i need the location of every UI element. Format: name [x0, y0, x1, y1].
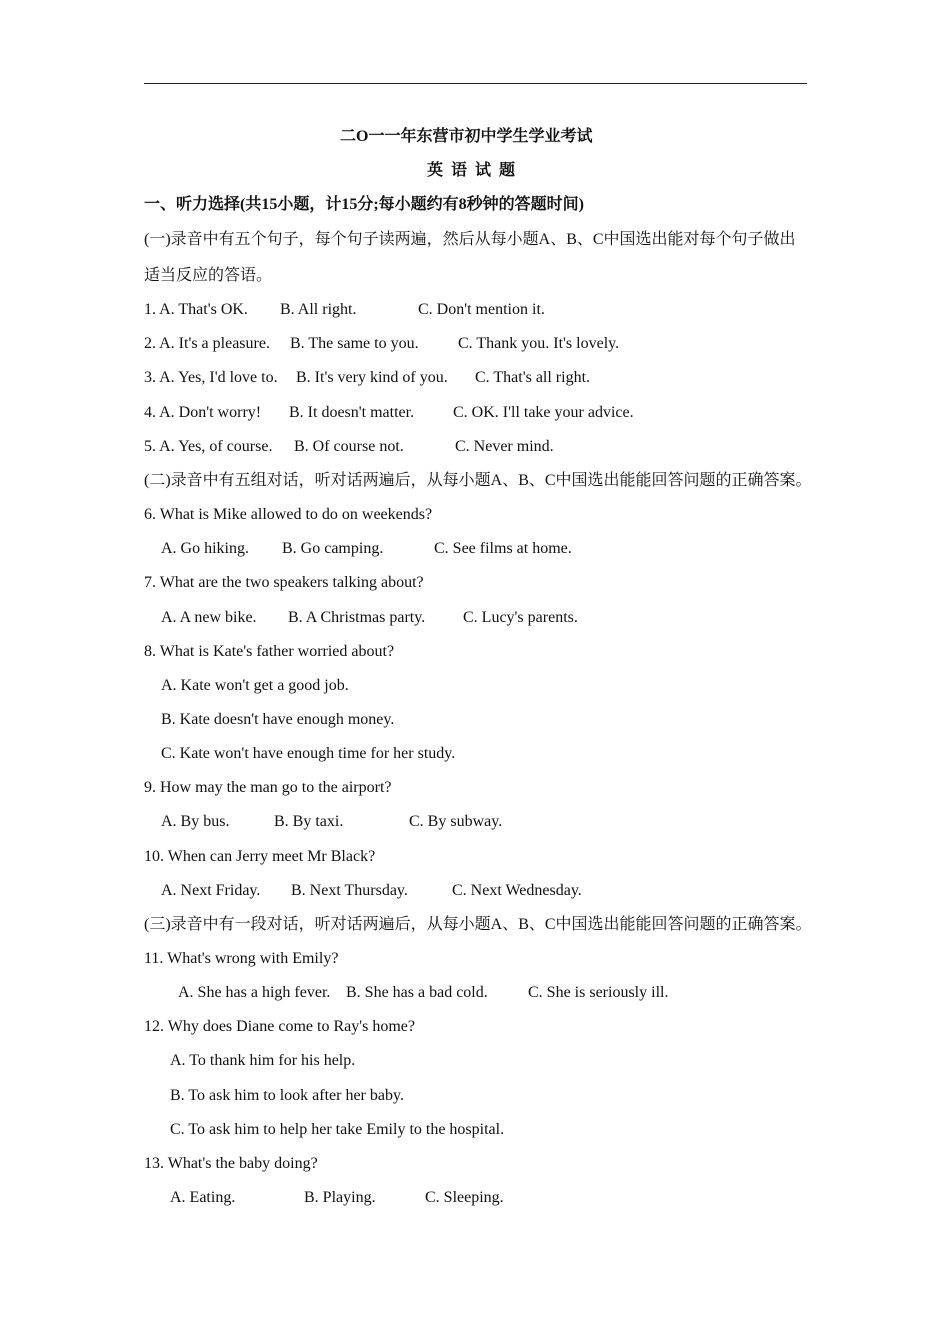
exam-title: 二O一一年东营市初中学生学业考试: [340, 128, 593, 145]
q9-option-c: C. By subway.: [409, 813, 503, 830]
q7-option-a: A. A new bike.: [161, 609, 257, 626]
q10-option-c: C. Next Wednesday.: [452, 882, 582, 899]
q4-option-b: B. It doesn't matter.: [289, 404, 415, 421]
q13-option-c: C. Sleeping.: [425, 1189, 504, 1206]
q8-option-a: A. Kate won't get a good job.: [161, 677, 349, 694]
part1-instruction-line2: 适当反应的答语。: [144, 267, 273, 284]
q1-option-c: C. Don't mention it.: [418, 301, 545, 318]
q7-option-c: C. Lucy's parents.: [463, 609, 578, 626]
q10-question: 10. When can Jerry meet Mr Black?: [144, 848, 376, 865]
q5-option-b: B. Of course not.: [294, 438, 404, 455]
q12-option-c: C. To ask him to help her take Emily to the hospital.: [170, 1121, 505, 1138]
q6-option-c: C. See films at home.: [434, 540, 572, 557]
q12-option-a: A. To thank him for his help.: [170, 1052, 356, 1069]
q4-option-c: C. OK. I'll take your advice.: [453, 404, 634, 421]
q6-option-a: A. Go hiking.: [161, 540, 249, 557]
q8-option-c: C. Kate won't have enough time for her study.: [161, 745, 456, 762]
q3-option-a: 3. A. Yes, I'd love to.: [144, 369, 278, 386]
q9-option-b: B. By taxi.: [274, 813, 344, 830]
q7-question: 7. What are the two speakers talking about?: [144, 574, 424, 591]
q1-option-b: B. All right.: [280, 301, 357, 318]
q13-option-a: A. Eating.: [170, 1189, 236, 1206]
q8-option-b: B. Kate doesn't have enough money.: [161, 711, 395, 728]
q9-question: 9. How may the man go to the airport?: [144, 779, 392, 796]
exam-subtitle: 英 语 试 题: [427, 162, 516, 179]
q1-option-a: 1. A. That's OK.: [144, 301, 248, 318]
q3-option-c: C. That's all right.: [475, 369, 591, 386]
part1-instruction-line1: (一)录音中有五个句子，每个句子读两遍，然后从每小题A、B、C中国选出能对每个句子做出: [144, 231, 796, 248]
q11-option-b: B. She has a bad cold.: [346, 984, 488, 1001]
q4-option-a: 4. A. Don't worry!: [144, 404, 262, 421]
section-heading: 一、听力选择(共15小题，计15分;每小题约有8秒钟的答题时间): [144, 196, 584, 213]
q10-option-a: A. Next Friday.: [161, 882, 261, 899]
q2-option-b: B. The same to you.: [290, 335, 419, 352]
q2-option-c: C. Thank you. It's lovely.: [458, 335, 620, 352]
q11-option-a: A. She has a high fever.: [178, 984, 331, 1001]
q2-option-a: 2. A. It's a pleasure.: [144, 335, 270, 352]
q11-question: 11. What's wrong with Emily?: [144, 950, 339, 967]
q10-option-b: B. Next Thursday.: [291, 882, 408, 899]
q12-question: 12. Why does Diane come to Ray's home?: [144, 1018, 415, 1035]
part3-instruction: (三)录音中有一段对话，听对话两遍后，从每小题A、B、C中国选出能能回答问题的正确答案。: [144, 916, 812, 933]
q9-option-a: A. By bus.: [161, 813, 230, 830]
q13-question: 13. What's the baby doing?: [144, 1155, 318, 1172]
q3-option-b: B. It's very kind of you.: [296, 369, 448, 386]
part2-instruction: (二)录音中有五组对话，听对话两遍后，从每小题A、B、C中国选出能能回答问题的正确答案。: [144, 472, 812, 489]
q8-question: 8. What is Kate's father worried about?: [144, 643, 395, 660]
q6-question: 6. What is Mike allowed to do on weekends?: [144, 506, 433, 523]
q5-option-a: 5. A. Yes, of course.: [144, 438, 273, 455]
q6-option-b: B. Go camping.: [282, 540, 384, 557]
q5-option-c: C. Never mind.: [455, 438, 554, 455]
q11-option-c: C. She is seriously ill.: [528, 984, 669, 1001]
q7-option-b: B. A Christmas party.: [288, 609, 426, 626]
q13-option-b: B. Playing.: [304, 1189, 376, 1206]
q12-option-b: B. To ask him to look after her baby.: [170, 1087, 404, 1104]
top-rule: [144, 83, 807, 84]
